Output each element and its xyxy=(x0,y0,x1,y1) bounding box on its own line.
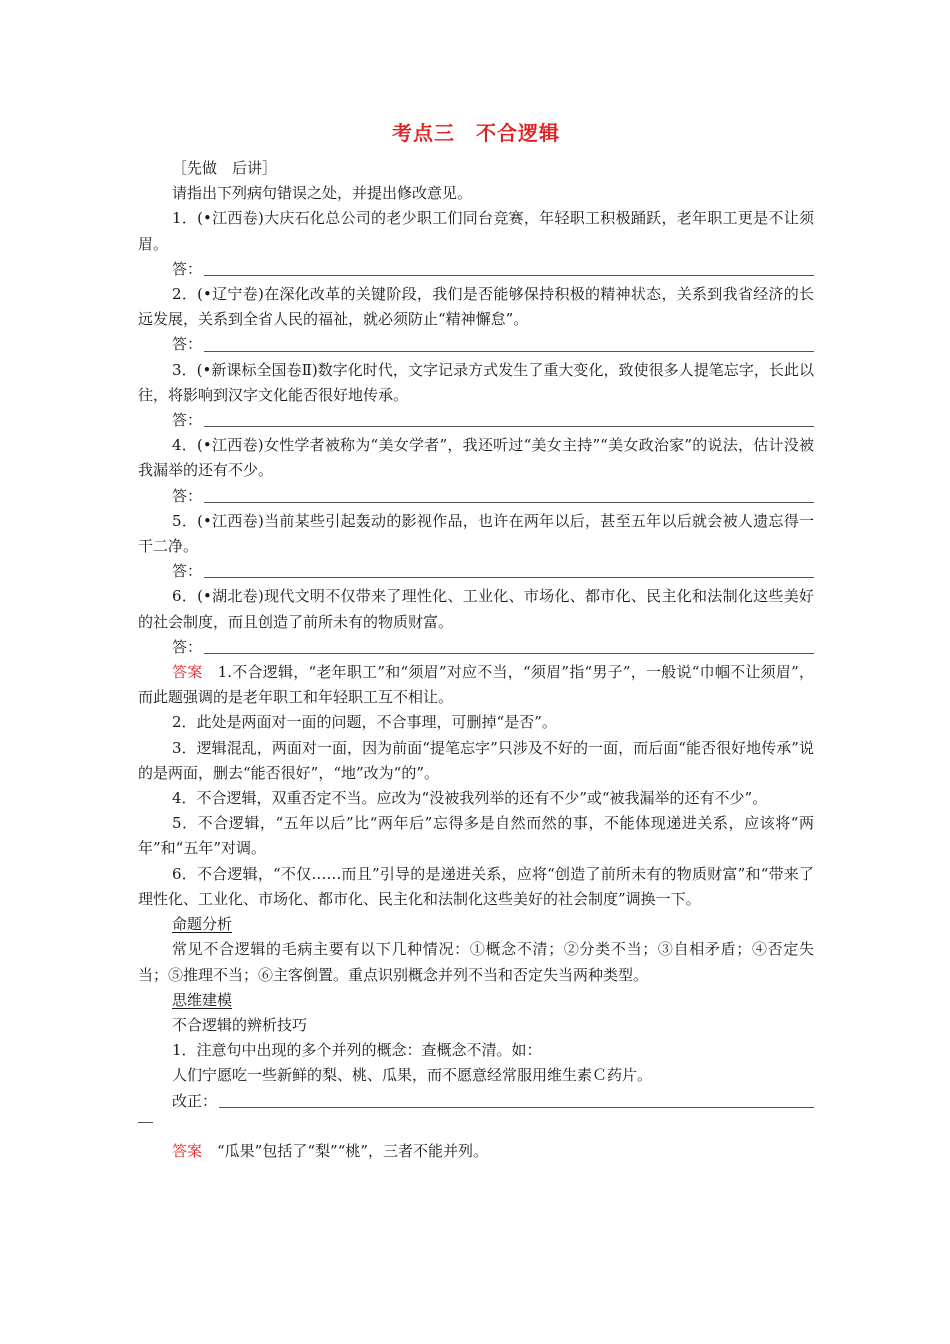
answer-1-text: 1.不合逻辑，“老年职工”和“须眉”对应不当，“须眉”指“男子”，一般说“巾帼不让须眉”，而此题强调的是老年职工和年轻职工互不相让。 xyxy=(138,663,814,707)
modeling-subheading: 不合逻辑的辨析技巧 xyxy=(172,1015,308,1034)
fix-blank-line[interactable] xyxy=(219,1107,814,1108)
modeling-answer-text: “瓜果”包括了“梨”“桃”，三者不能并列。 xyxy=(202,1141,489,1160)
question-6: 6．(•湖北卷)现代文明不仅带来了理性化、工业化、市场化、都市化、民主化和法制化这些美好的社会制度，而且创造了前所未有的物质财富。 xyxy=(138,587,814,631)
answer-field-5[interactable] xyxy=(138,559,814,584)
modeling-example: 人们宁愿吃一些新鲜的梨、桃、瓜果，而不愿意经常服用维生素Ｃ药片。 xyxy=(172,1066,653,1085)
modeling-heading-text: 思维建模 xyxy=(172,990,233,1009)
section-tag: ［先做 后讲］ xyxy=(172,159,278,177)
answer-3: 3．逻辑混乱，两面对一面，因为前面“提笔忘字”只涉及不好的一面，而后面“能否很好地传承”说的是两面，删去“能否很好”，“地”改为“的”。 xyxy=(138,738,814,782)
answer-blank-line[interactable] xyxy=(204,426,814,427)
answer-key-label: 答案 xyxy=(172,663,203,682)
analysis-text: 常见不合逻辑的毛病主要有以下几种情况：①概念不清；②分类不当；③自相矛盾；④否定失当；⑤推理不当；⑥主客倒置。重点识别概念并列不当和否定失当两种类型。 xyxy=(138,940,814,984)
modeling-heading xyxy=(138,988,814,1013)
answer-2: 2．此处是两面对一面的问题，不合事理，可删掉“是否”。 xyxy=(172,713,557,732)
fix-label: 改正： xyxy=(172,1091,218,1110)
answer-5: 5．不合逻辑，“五年以后”比“两年后”忘得多是自然而然的事，不能体现递进关系，应该将“两年”和“五年”对调。 xyxy=(138,814,814,858)
answer-6: 6．不合逻辑，“不仅……而且”引导的是递进关系，应将“创造了前所未有的物质财富”和“带来了理性化、工业化、市场化、都市化、民主化和法制化这些美好的社会制度”调换一下。 xyxy=(138,864,814,908)
question-1: 1．(•江西卷)大庆石化总公司的老少职工们同台竞赛，年轻职工积极踊跃，老年职工更是不让须眉。 xyxy=(138,209,814,253)
page-title: 考点三 不合逻辑 xyxy=(392,121,560,145)
question-2: 2．(•辽宁卷)在深化改革的关键阶段，我们是否能够保持积极的精神状态，关系到我省经济的长远发展，关系到全省人民的福祉，就必须防止“精神懈怠”。 xyxy=(138,285,814,329)
answer-field-2[interactable] xyxy=(138,332,814,357)
blank-continuation xyxy=(138,1114,814,1139)
answer-label: 答： xyxy=(172,637,203,656)
answer-blank-line[interactable] xyxy=(204,351,814,352)
analysis-heading-text: 命题分析 xyxy=(172,915,233,934)
modeling-answer xyxy=(138,1139,814,1164)
answer-label: 答： xyxy=(172,486,203,505)
answer-field-1[interactable] xyxy=(138,257,814,282)
dash-line xyxy=(138,1122,153,1123)
question-5: 5．(•江西卷)当前某些引起轰动的影视作品，也许在两年以后，甚至五年以后就会被人遗忘得一干二净。 xyxy=(138,511,814,556)
answer-field-3[interactable] xyxy=(138,408,814,433)
answer-4: 4．不合逻辑，双重否定不当。应改为“没被我列举的还有不少”或“被我漏举的还有不少”。 xyxy=(172,789,768,808)
answer-blank-line[interactable] xyxy=(204,577,814,578)
fix-field[interactable] xyxy=(138,1089,814,1114)
answer-label: 答： xyxy=(172,411,203,430)
answer-label: 答： xyxy=(172,259,203,278)
answer-blank-line[interactable] xyxy=(204,653,814,654)
modeling-point-1: 1．注意句中出现的多个并列的概念：查概念不清。如： xyxy=(172,1041,542,1060)
answer-blank-line[interactable] xyxy=(204,502,814,503)
modeling-answer-label: 答案 xyxy=(172,1141,203,1160)
analysis-heading xyxy=(138,912,814,937)
answer-blank-line[interactable] xyxy=(204,275,814,276)
document-page xyxy=(138,118,814,1164)
answer-field-4[interactable] xyxy=(138,484,814,509)
answer-1 xyxy=(138,660,814,710)
instruction-text: 请指出下列病句错误之处，并提出修改意见。 xyxy=(172,184,473,203)
question-4: 4．(•江西卷)女性学者被称为“美女学者”，我还听过“美女主持”“美女政治家”的说法，估计没被我漏举的还有不少。 xyxy=(138,436,814,480)
answer-label: 答： xyxy=(172,335,203,354)
question-3: 3．(•新课标全国卷Ⅱ)数字化时代，文字记录方式发生了重大变化，致使很多人提笔忘字，长此以往，将影响到汉字文化能否很好地传承。 xyxy=(138,360,814,404)
answer-field-6[interactable] xyxy=(138,635,814,660)
answer-label: 答： xyxy=(172,562,203,581)
